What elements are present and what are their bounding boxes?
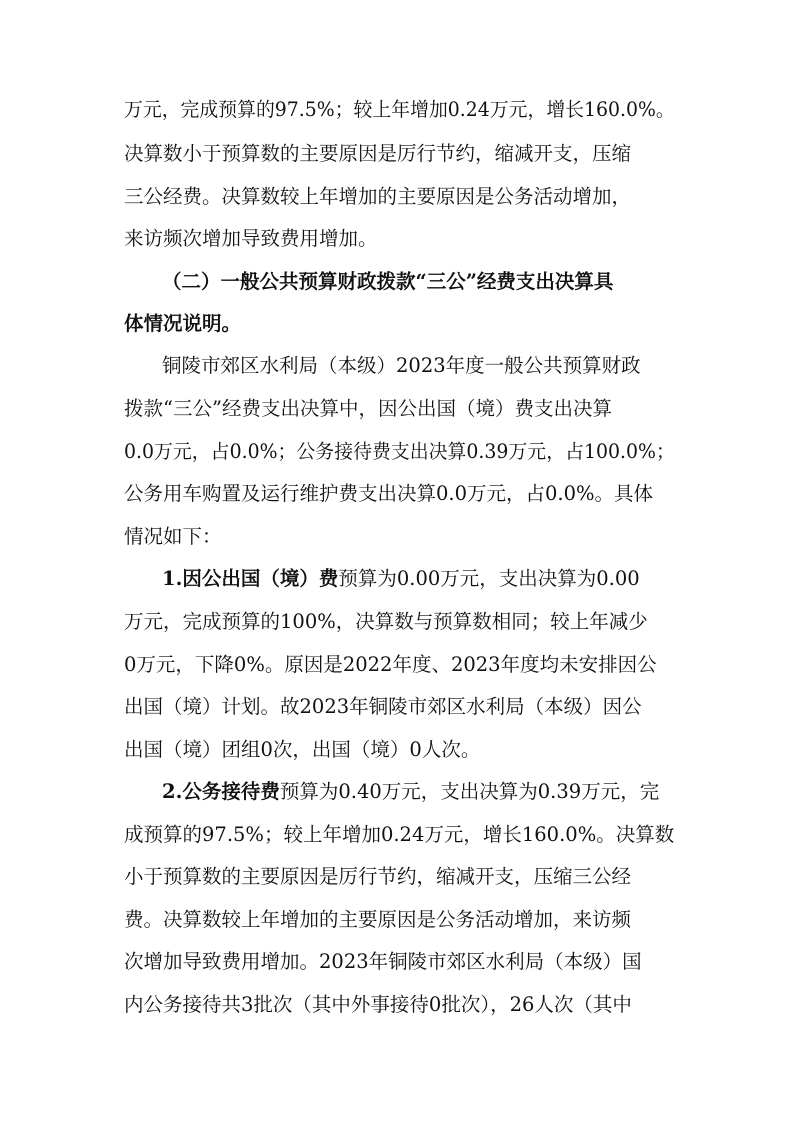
body-line [124, 389, 612, 429]
section-heading [124, 304, 241, 344]
body-line [124, 857, 631, 897]
line-text: 预算为0.00万元，支出决算为0.00 [338, 567, 640, 590]
body-line [124, 219, 378, 259]
heading-text: （二）一般公共预算财政拨款“三公”经费支出决算具 [162, 270, 614, 293]
line-text: 出国（境）计划。故2023年铜陵市郊区水利局（本级）因公 [124, 695, 642, 718]
line-text: 万元，完成预算的97.5%；较上年增加0.24万元，增长160.0%。 [124, 98, 675, 121]
body-line [124, 815, 674, 855]
line-text: 万元，完成预算的100%，决算数与预算数相同；较上年减少 [124, 610, 648, 633]
body-line [124, 90, 675, 130]
line-text: 0.0万元，占0.0%；公务接待费支出决算0.39万元，占100.0%； [124, 440, 675, 463]
line-text: 情况如下： [124, 525, 222, 548]
line-text: 铜陵市郊区水利局（本级）2023年度一般公共预算财政 [162, 354, 641, 377]
line-text: 预算为0.40万元，支出决算为0.39万元，完 [279, 780, 660, 803]
body-line [124, 900, 631, 940]
body-line [124, 645, 657, 685]
line-text: 内公务接待共3批次（其中外事接待0批次），26人次（其中 [124, 993, 632, 1016]
item-line [162, 772, 659, 812]
line-text: 小于预算数的主要原因是厉行节约，缩减开支，压缩三公经 [124, 865, 632, 888]
body-line [124, 134, 631, 174]
line-text: 决算数小于预算数的主要原因是厉行节约，缩减开支，压缩 [124, 142, 632, 165]
line-text: 次增加导致费用增加。2023年铜陵市郊区水利局（本级）国 [124, 950, 642, 973]
line-text: 来访频次增加导致费用增加。 [124, 227, 378, 250]
line-text: 拨款“三公”经费支出决算中，因公出国（境）费支出决算 [124, 397, 612, 420]
body-line [124, 474, 653, 514]
body-line [124, 602, 648, 642]
line-text: 出国（境）团组0次，出国（境）0人次。 [124, 738, 481, 761]
item-line [162, 559, 640, 599]
line-text: 公务用车购置及运行维护费支出决算0.0万元，占0.0%。具体 [124, 482, 654, 505]
item-title: 1.因公出国（境）费 [162, 567, 339, 590]
body-line [124, 730, 480, 770]
body-line [124, 942, 642, 982]
body-line [162, 346, 641, 386]
section-heading [162, 262, 613, 302]
line-text: 0万元，下降0%。原因是2022年度、2023年度均未安排因公 [124, 653, 657, 676]
line-text: 三公经费。决算数较上年增加的主要原因是公务活动增加， [124, 185, 632, 208]
body-line [124, 687, 642, 727]
body-line [124, 517, 222, 557]
body-line [124, 432, 675, 472]
body-line [124, 177, 631, 217]
heading-text: 体情况说明。 [124, 312, 242, 335]
line-text: 费。决算数较上年增加的主要原因是公务活动增加，来访频 [124, 908, 632, 931]
body-line [124, 985, 632, 1025]
line-text: 成预算的97.5%；较上年增加0.24万元，增长160.0%。决算数 [124, 823, 675, 846]
item-title: 2.公务接待费 [162, 780, 280, 803]
